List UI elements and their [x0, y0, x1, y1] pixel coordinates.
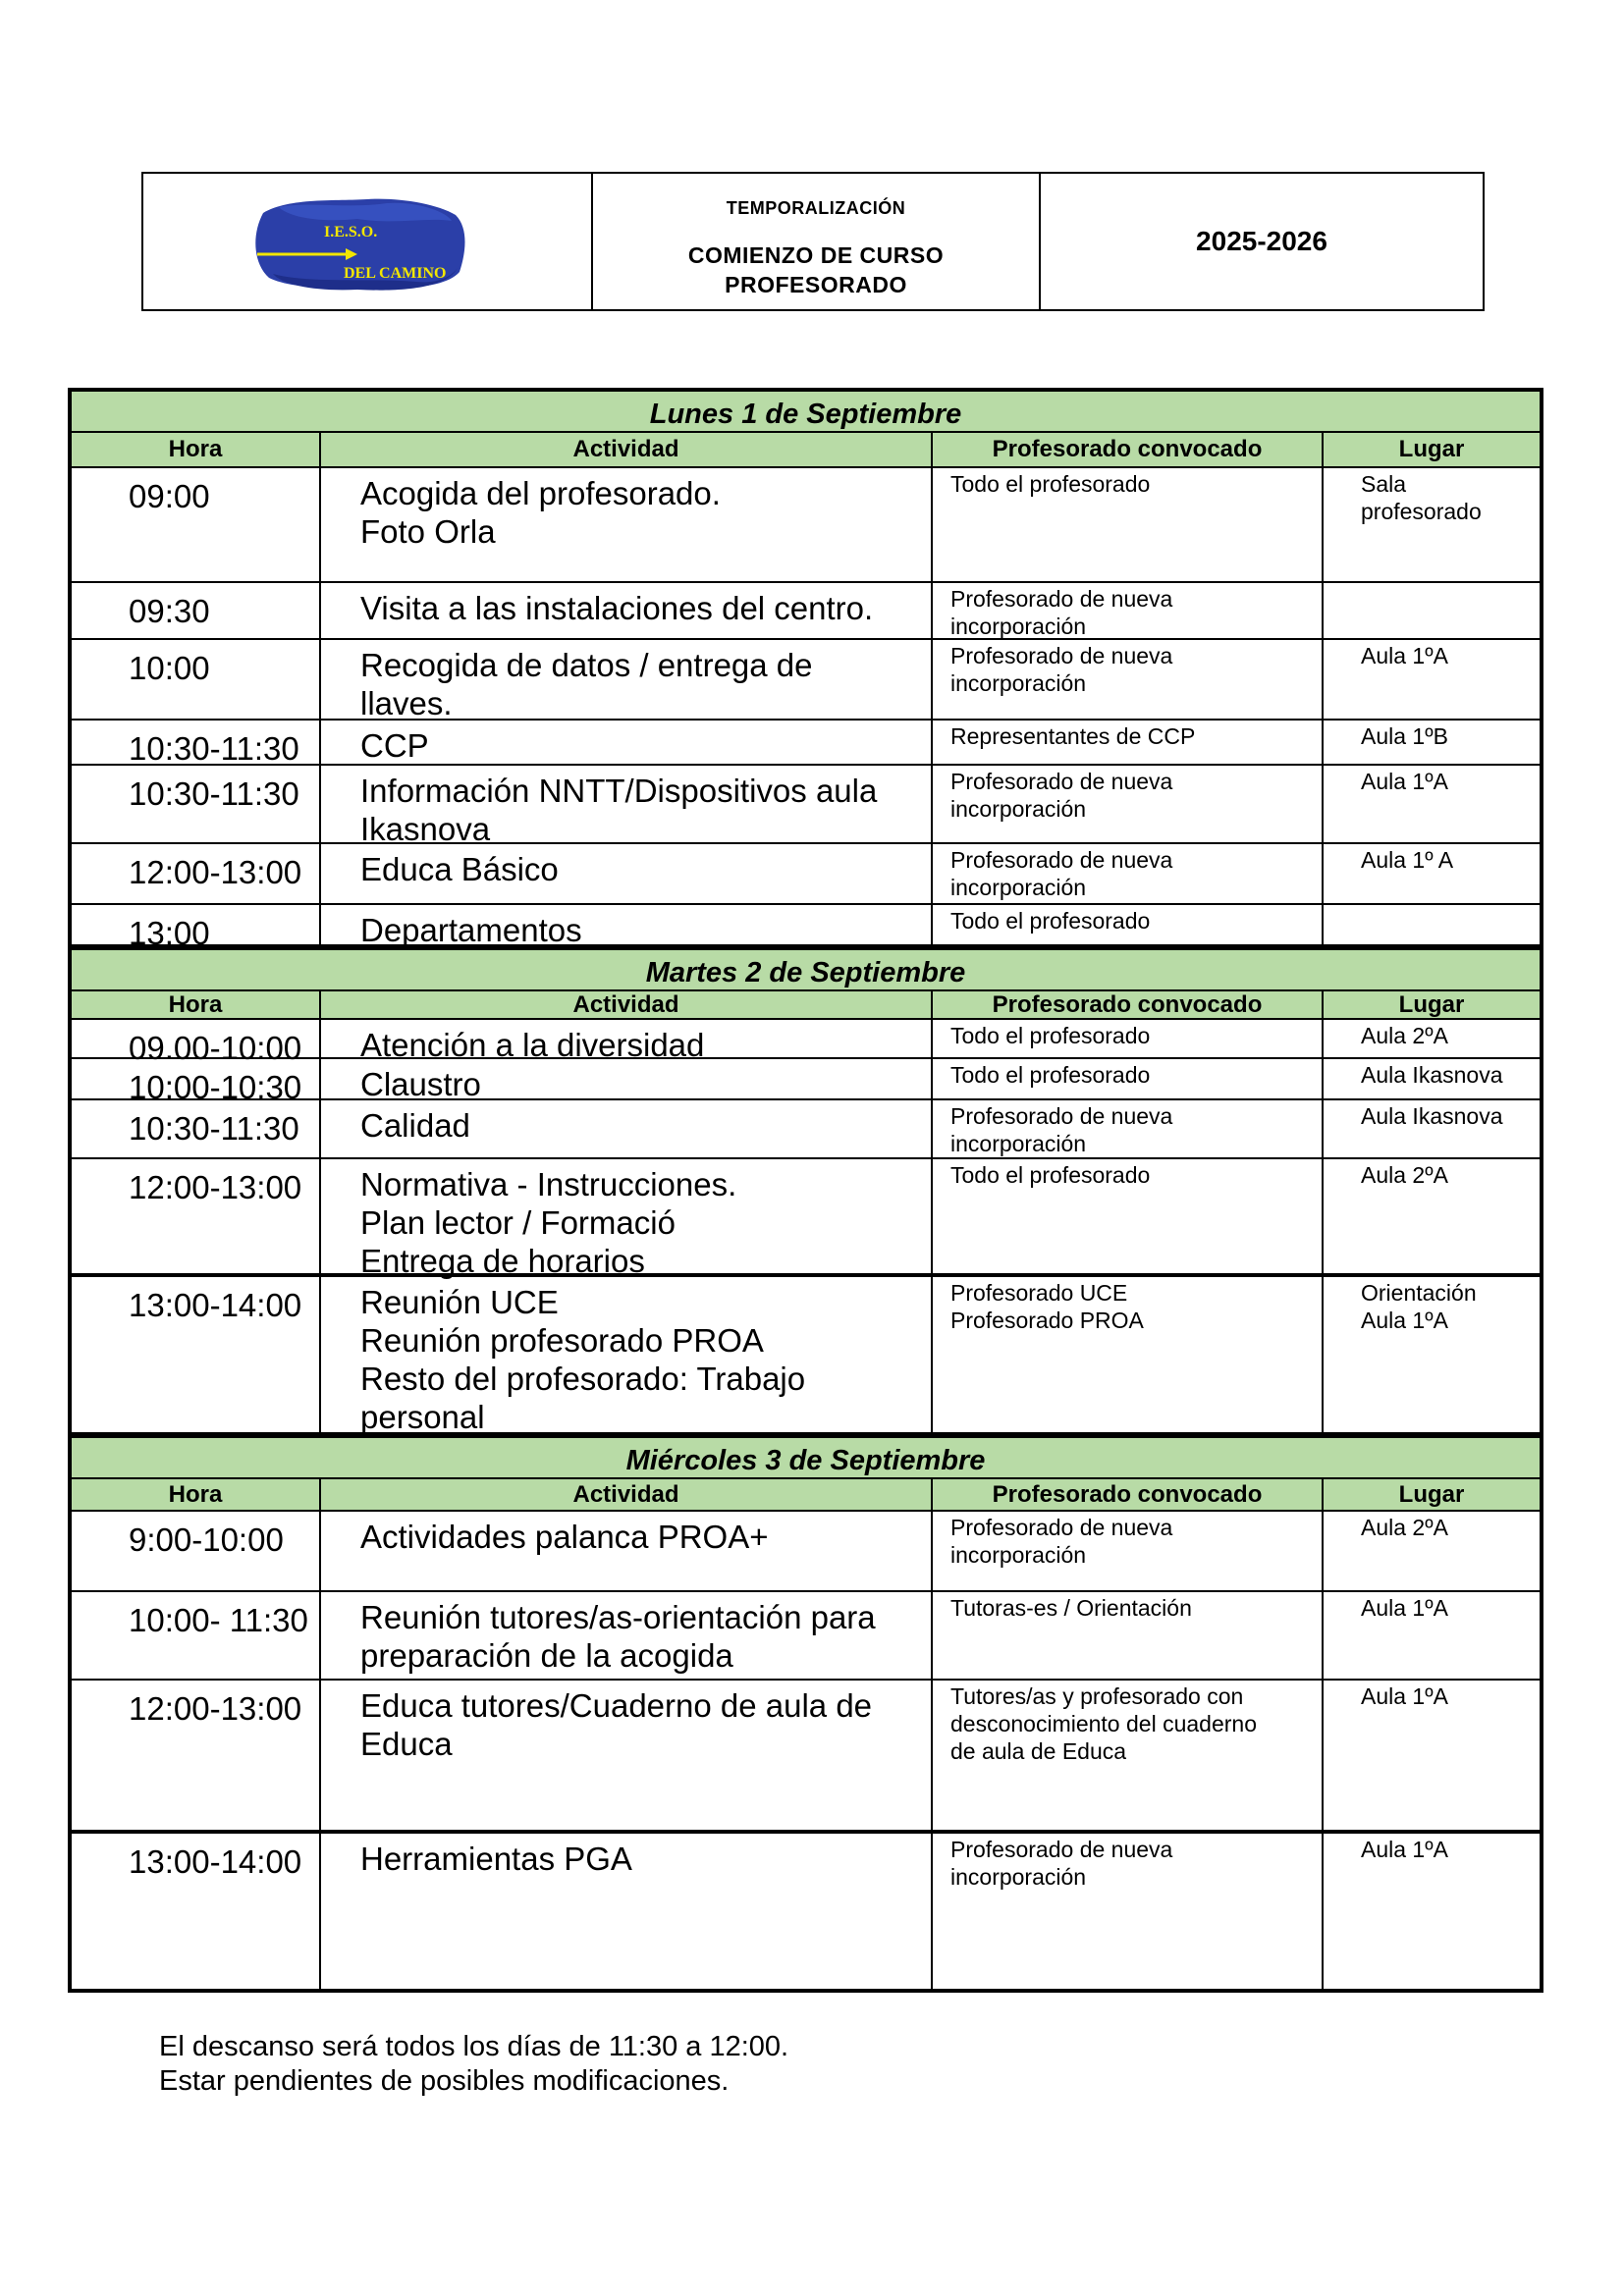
row-profesorado — [933, 1277, 1324, 1432]
actividad-line: Normativa - Instrucciones. — [360, 1166, 737, 1202]
row-actividad — [321, 766, 933, 847]
col-actividad-header: Actividad — [321, 1479, 933, 1510]
lugar-line: Sala — [1361, 471, 1407, 497]
row-hora: 12:00-13:00 — [72, 1159, 321, 1273]
lugar-line: Aula Ikasnova — [1361, 1103, 1503, 1129]
row-lugar — [1324, 1159, 1540, 1273]
lugar-line: Aula Ikasnova — [1361, 1062, 1503, 1088]
small-title: TEMPORALIZACIÓN — [726, 198, 906, 218]
row-hora: 10:30-11:30 — [72, 1100, 321, 1157]
table-row — [72, 844, 1540, 905]
table-row — [72, 1020, 1540, 1066]
day-title: Martes 2 de Septiembre — [72, 946, 1540, 991]
school-logo-icon — [249, 195, 469, 292]
row-hora: 09:30 — [72, 583, 321, 638]
table-row — [72, 1681, 1540, 1834]
row-lugar — [1324, 1277, 1540, 1432]
title-cell — [593, 174, 1041, 309]
actividad-line: llaves. — [360, 685, 453, 721]
actividad-line: CCP — [360, 727, 429, 764]
actividad-line: Educa — [360, 1726, 453, 1762]
row-lugar — [1324, 1020, 1540, 1057]
row-profesorado — [933, 766, 1324, 842]
profesorado-line: incorporación — [950, 614, 1087, 639]
lugar-line: Aula 2ºA — [1361, 1515, 1448, 1540]
table-row — [72, 766, 1540, 847]
row-profesorado — [933, 1020, 1324, 1057]
day-title: Lunes 1 de Septiembre — [72, 392, 1540, 433]
profesorado-line: Todo el profesorado — [950, 1023, 1151, 1048]
row-actividad — [321, 1159, 933, 1279]
title-line1: COMIENZO DE CURSO — [687, 242, 945, 268]
row-profesorado — [933, 1512, 1324, 1590]
title-line2: PROFESORADO — [725, 272, 907, 297]
lugar-line: Aula 2ºA — [1361, 1023, 1448, 1048]
actividad-line: Herramientas PGA — [360, 1841, 632, 1877]
row-actividad — [321, 1020, 933, 1063]
profesorado-line: Representantes de CCP — [950, 723, 1196, 749]
row-hora: 09.00-10:00 — [72, 1020, 321, 1057]
actividad-line: Departamentos — [360, 912, 582, 948]
row-profesorado — [933, 1059, 1324, 1098]
logo-cell — [143, 174, 593, 309]
profesorado-line: Tutores/as y profesorado con — [950, 1683, 1244, 1709]
profesorado-line: incorporación — [950, 1542, 1087, 1568]
table-row — [72, 1834, 1540, 1989]
table-row — [72, 1100, 1540, 1159]
col-actividad-header: Actividad — [321, 991, 933, 1018]
actividad-line: Reunión profesorado PROA — [360, 1322, 764, 1359]
table-row — [72, 1512, 1540, 1592]
col-lugar-header: Lugar — [1398, 1481, 1465, 1508]
table-row — [72, 1059, 1540, 1105]
row-lugar — [1324, 905, 1540, 944]
profesorado-line: desconocimiento del cuaderno — [950, 1711, 1257, 1736]
actividad-line: Educa Básico — [360, 851, 559, 887]
actividad-line: Información NNTT/Dispositivos aula — [360, 773, 878, 809]
row-actividad — [321, 844, 933, 903]
actividad-line: preparación de la acogida — [360, 1637, 733, 1674]
col-hora-header: Hora — [72, 991, 321, 1018]
table-row — [72, 468, 1540, 583]
school-year: 2025-2026 — [1196, 226, 1327, 256]
actividad-line: Claustro — [360, 1066, 481, 1102]
profesorado-line: incorporación — [950, 1131, 1087, 1156]
row-hora: 13:00 — [72, 905, 321, 944]
profesorado-line: Tutoras-es / Orientación — [950, 1595, 1192, 1621]
col-hora-header: Hora — [72, 433, 321, 466]
row-hora: 9:00-10:00 — [72, 1512, 321, 1590]
row-lugar — [1324, 640, 1540, 719]
row-actividad — [321, 1592, 933, 1679]
profesorado-line: incorporación — [950, 670, 1087, 696]
row-profesorado — [933, 905, 1324, 944]
row-actividad — [321, 468, 933, 581]
row-profesorado — [933, 1592, 1324, 1679]
profesorado-line: incorporación — [950, 796, 1087, 822]
column-header-row — [72, 991, 1540, 1020]
actividad-line: Atención a la diversidad — [360, 1027, 705, 1063]
row-profesorado — [933, 1834, 1324, 1989]
profesorado-line: Profesorado de nueva — [950, 1103, 1173, 1129]
col-profesorado-header: Profesorado convocado — [933, 433, 1324, 466]
row-lugar — [1324, 468, 1540, 581]
row-actividad — [321, 640, 933, 719]
col-hora-header: Hora — [72, 1479, 321, 1510]
row-hora: 10:00 — [72, 640, 321, 719]
row-hora: 10:00-10:30 — [72, 1059, 321, 1098]
profesorado-line: Profesorado de nueva — [950, 643, 1173, 668]
column-header-row — [72, 433, 1540, 468]
row-actividad — [321, 905, 933, 948]
lugar-line: Aula 1ºA — [1361, 1308, 1448, 1333]
col-lugar-header: Lugar — [1398, 436, 1465, 462]
table-row — [72, 1277, 1540, 1434]
row-actividad — [321, 583, 933, 638]
col-actividad-header: Actividad — [321, 433, 933, 466]
day-title: Miércoles 3 de Septiembre — [72, 1434, 1540, 1479]
row-lugar — [1324, 1681, 1540, 1830]
actividad-line: Reunión tutores/as-orientación para — [360, 1599, 876, 1635]
profesorado-line: Todo el profesorado — [950, 1062, 1151, 1088]
actividad-line: Acogida del profesorado. — [360, 475, 721, 511]
actividad-line: Actividades palanca PROA+ — [360, 1519, 769, 1555]
table-row — [72, 583, 1540, 640]
note-break: El descanso será todos los días de 11:30 a 12:00. — [159, 2031, 789, 2062]
lugar-line: Orientación — [1361, 1280, 1477, 1306]
row-actividad — [321, 1277, 933, 1435]
row-hora: 12:00-13:00 — [72, 844, 321, 903]
profesorado-line: Todo el profesorado — [950, 1162, 1151, 1188]
row-hora: 10:30-11:30 — [72, 721, 321, 764]
row-hora: 13:00-14:00 — [72, 1277, 321, 1432]
row-profesorado — [933, 640, 1324, 719]
profesorado-line: Profesorado de nueva — [950, 1837, 1173, 1862]
row-lugar — [1324, 1100, 1540, 1157]
table-row — [72, 905, 1540, 951]
actividad-line: personal — [360, 1399, 485, 1435]
lugar-line: Aula 1ºA — [1361, 1837, 1448, 1862]
profesorado-line: Profesorado de nueva — [950, 1515, 1173, 1540]
row-lugar — [1324, 766, 1540, 842]
row-profesorado — [933, 844, 1324, 903]
actividad-line: Reunión UCE — [360, 1284, 559, 1320]
row-actividad — [321, 721, 933, 764]
row-lugar — [1324, 721, 1540, 764]
column-header-row — [72, 1479, 1540, 1512]
row-profesorado — [933, 1159, 1324, 1273]
profesorado-line: incorporación — [950, 1864, 1087, 1890]
profesorado-line: Todo el profesorado — [950, 471, 1151, 497]
row-profesorado — [933, 468, 1324, 581]
row-lugar — [1324, 844, 1540, 903]
table-row — [72, 640, 1540, 721]
row-lugar — [1324, 1512, 1540, 1590]
actividad-line: Ikasnova — [360, 811, 491, 847]
lugar-line: Aula 2ºA — [1361, 1162, 1448, 1188]
profesorado-line: Profesorado UCE — [950, 1280, 1128, 1306]
actividad-line: Educa tutores/Cuaderno de aula de — [360, 1687, 873, 1724]
row-lugar — [1324, 583, 1540, 638]
row-profesorado — [933, 1681, 1324, 1830]
row-lugar — [1324, 1059, 1540, 1098]
lugar-line: Aula 1ºA — [1361, 1683, 1448, 1709]
logo-line1: I.E.S.O. — [324, 224, 378, 240]
row-actividad — [321, 1681, 933, 1830]
profesorado-line: incorporación — [950, 875, 1087, 900]
actividad-line: Visita a las instalaciones del centro. — [360, 590, 874, 626]
lugar-line: Aula 1ºA — [1361, 1595, 1448, 1621]
profesorado-line: Profesorado de nueva — [950, 586, 1173, 612]
row-hora: 10:30-11:30 — [72, 766, 321, 842]
row-lugar — [1324, 1834, 1540, 1989]
lugar-line: Aula 1º A — [1361, 847, 1454, 873]
lugar-line: Aula 1ºB — [1361, 723, 1448, 749]
row-actividad — [321, 1059, 933, 1102]
lugar-line: profesorado — [1361, 499, 1482, 524]
row-hora: 13:00-14:00 — [72, 1834, 321, 1989]
profesorado-line: de aula de Educa — [950, 1738, 1127, 1764]
footer-notes — [159, 2030, 788, 2099]
row-lugar — [1324, 1592, 1540, 1679]
table-row — [72, 721, 1540, 766]
row-hora: 10:00- 11:30 — [72, 1592, 321, 1679]
profesorado-line: Profesorado de nueva — [950, 847, 1173, 873]
row-profesorado — [933, 1100, 1324, 1157]
lugar-line: Aula 1ºA — [1361, 643, 1448, 668]
actividad-line: Entrega de horarios — [360, 1243, 645, 1279]
actividad-line: Calidad — [360, 1107, 470, 1144]
row-hora: 09:00 — [72, 468, 321, 581]
actividad-line: Resto del profesorado: Trabajo — [360, 1361, 806, 1397]
actividad-line: Foto Orla — [360, 513, 496, 550]
actividad-line: Plan lector / Formació — [360, 1204, 676, 1241]
actividad-line: Recogida de datos / entrega de — [360, 647, 813, 683]
col-profesorado-header: Profesorado convocado — [933, 991, 1324, 1018]
row-actividad — [321, 1100, 933, 1157]
row-hora: 12:00-13:00 — [72, 1681, 321, 1830]
table-row — [72, 1592, 1540, 1681]
logo-line2: DEL CAMINO — [344, 265, 447, 282]
lugar-line: Aula 1ºA — [1361, 769, 1448, 794]
row-actividad — [321, 1834, 933, 1989]
schedule-table — [68, 388, 1543, 1993]
table-row — [72, 1159, 1540, 1277]
profesorado-line: Todo el profesorado — [950, 908, 1151, 934]
row-actividad — [321, 1512, 933, 1590]
row-profesorado — [933, 583, 1324, 638]
document-header — [141, 172, 1485, 311]
note-changes: Estar pendientes de posibles modificaciones. — [159, 2065, 730, 2097]
row-profesorado — [933, 721, 1324, 764]
profesorado-line: Profesorado PROA — [950, 1308, 1144, 1333]
col-profesorado-header: Profesorado convocado — [933, 1479, 1324, 1510]
col-lugar-header: Lugar — [1398, 991, 1465, 1018]
profesorado-line: Profesorado de nueva — [950, 769, 1173, 794]
